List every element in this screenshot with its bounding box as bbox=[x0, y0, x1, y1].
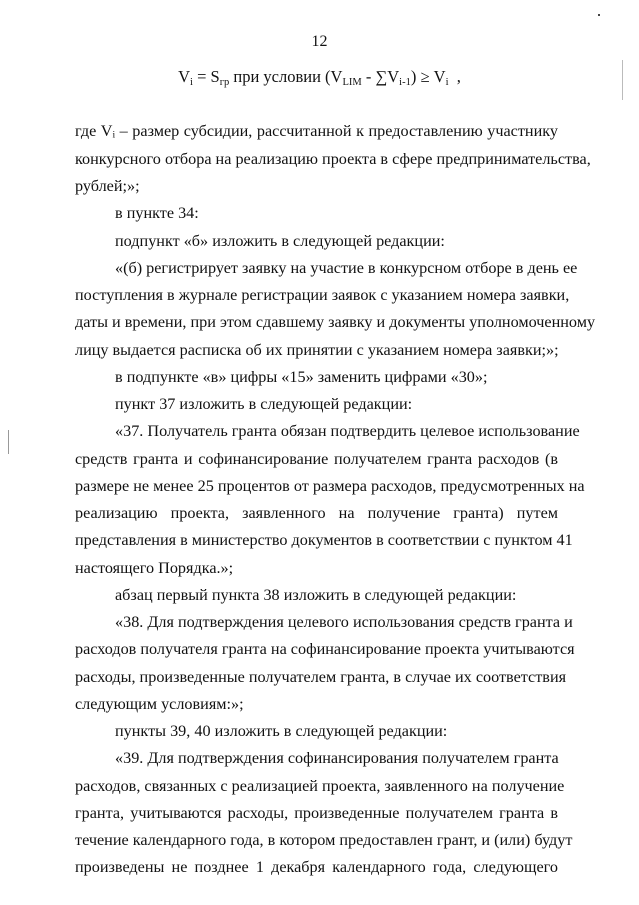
formula-sub-i: i bbox=[190, 77, 193, 88]
formula-sub-gr: гр bbox=[219, 77, 230, 88]
text-line: расходов, связанных с реализацией проекта, заявленного на получение bbox=[75, 777, 565, 795]
text-line: рублей;»; bbox=[75, 177, 140, 195]
page-number: 12 bbox=[311, 33, 328, 50]
formula-cond: при условии (V bbox=[229, 67, 343, 86]
scan-speck bbox=[598, 14, 600, 16]
formula-tail: , bbox=[448, 67, 461, 86]
text-line: настоящего Порядка.»; bbox=[75, 559, 234, 577]
text-line: средств гранта и софинансирование получателем гранта расходов (в bbox=[75, 450, 558, 468]
scan-edge-mark bbox=[622, 60, 623, 100]
text-line: абзац первый пункта 38 изложить в следующей редакции: bbox=[115, 586, 517, 604]
text-line: даты и времени, при этом сдавшему заявку и документы уполномоченному bbox=[75, 313, 596, 331]
text-line: следующим условиям:»; bbox=[75, 695, 244, 713]
text-line: поступления в журнале регистрации заявок с указанием номера заявки, bbox=[75, 286, 570, 304]
text-line: лицу выдается расписка об их принятии с указанием номера заявки;»; bbox=[75, 341, 559, 359]
text-line: гранта, учитываются расходы, произведенные получателем гранта в bbox=[75, 804, 558, 822]
text-line: конкурсного отбора на реализацию проекта в сфере предпринимательства, bbox=[75, 150, 591, 168]
formula-sub-i2: i bbox=[445, 77, 449, 88]
text-line: подпункт «б» изложить в следующей редакции: bbox=[115, 232, 445, 250]
text-line: в пункте 34: bbox=[115, 204, 199, 222]
formula-minus-sum: - ∑V bbox=[361, 67, 400, 86]
text-line: пункты 39, 40 изложить в следующей редакции: bbox=[115, 722, 448, 740]
subsidy-formula bbox=[0, 67, 639, 88]
text-line: течение календарного года, в котором предоставлен грант, и (или) будут bbox=[75, 831, 573, 849]
formula-eq-s: = S bbox=[192, 67, 220, 86]
text-line: произведены не позднее 1 декабря календарного года, следующего bbox=[75, 858, 558, 876]
formula-v: V bbox=[178, 67, 191, 86]
text-line: где Vᵢ – размер субсидии, рассчитанной к предоставлению участнику bbox=[75, 122, 558, 140]
text-line: в подпункте «в» цифры «15» заменить цифрами «30»; bbox=[115, 368, 488, 386]
text-line: пункт 37 изложить в следующей редакции: bbox=[115, 395, 413, 413]
text-line: размере не менее 25 процентов от размера расходов, предусмотренных на bbox=[75, 477, 585, 495]
formula-sub-i1: i-1 bbox=[399, 77, 411, 88]
text-line: расходы, произведенные получателем гранта, в случае их соответствия bbox=[75, 668, 567, 686]
text-line: «38. Для подтверждения целевого использования средств гранта и bbox=[115, 613, 573, 631]
text-line: представления в министерство документов в соответствии с пунктом 41 bbox=[75, 531, 573, 549]
text-line: реализацию проекта, заявленного на получение гранта) путем bbox=[75, 504, 558, 522]
formula-ge: ) ≥ V bbox=[410, 67, 446, 86]
formula-sub-lim: LIM bbox=[342, 77, 362, 88]
text-line: расходов получателя гранта на софинансирование проекта учитываются bbox=[75, 640, 575, 658]
text-line: «37. Получатель гранта обязан подтвердить целевое использование bbox=[115, 422, 580, 440]
text-line: «(б) регистрирует заявку на участие в конкурсном отборе в день ее bbox=[115, 259, 578, 277]
text-line: «39. Для подтверждения софинансирования получателем гранта bbox=[115, 749, 559, 767]
scan-edge-mark bbox=[8, 430, 9, 454]
